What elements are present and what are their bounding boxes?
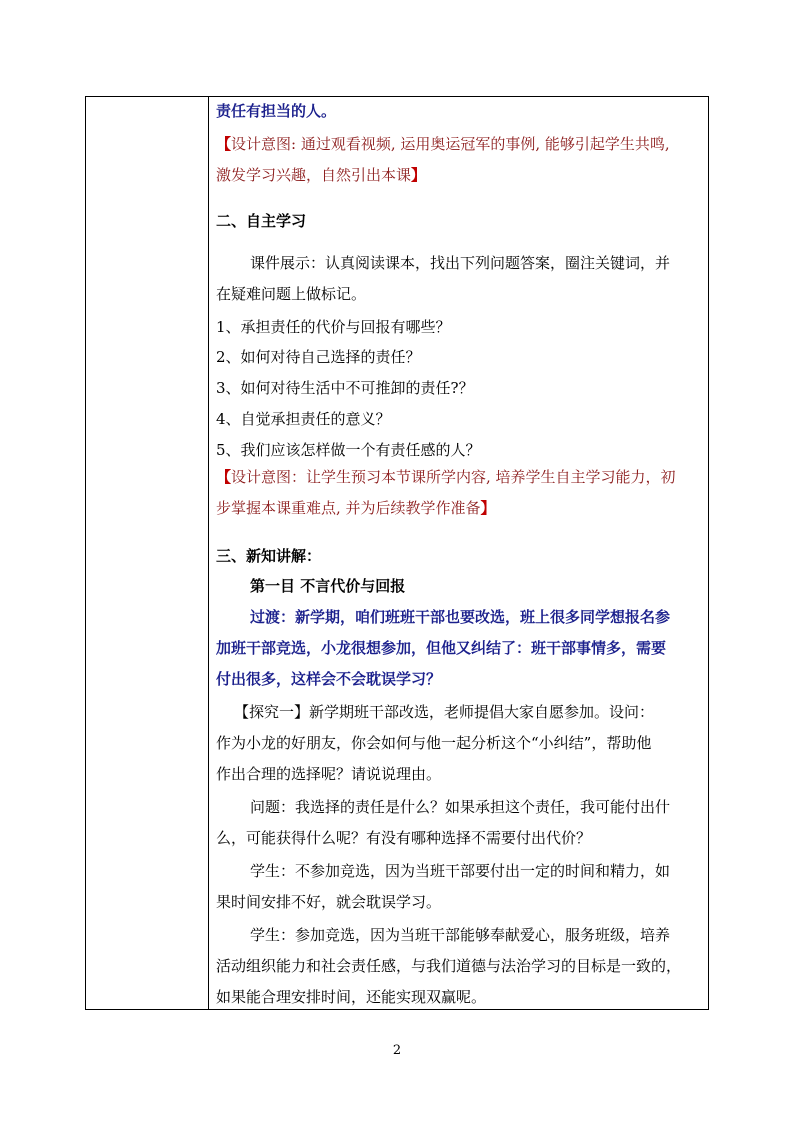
- section-title-new-knowledge: 三、新知讲解：: [216, 547, 322, 565]
- courseware-line-b: 在疑难问题上做标记。: [216, 285, 367, 303]
- explore-line-3: 作出合理的选择呢？请说说理由。: [216, 765, 442, 783]
- explore-line-1: 【探究一】新学期班干部改选，老师提倡大家自愿参加。设问：: [234, 703, 655, 721]
- question-1: 1、承担责任的代价与回报有哪些？: [216, 318, 451, 336]
- bracket-close: 】: [411, 166, 427, 184]
- student-answer-2-line-3: 如果能合理安排时间，还能实现双赢呢。: [216, 988, 487, 1006]
- student-answer-2-line-2: 活动组织能力和社会责任感，与我们道德与法治学习的目标是一致的，: [216, 957, 682, 975]
- design-intent-2b-text: 步掌握本课重难点, 并为后续教学作准备: [216, 499, 481, 517]
- question-4: 4、自觉承担责任的意义？: [216, 410, 391, 428]
- question-line-2: 么，可能获得什么呢？有没有哪种选择不需要付出代价？: [216, 829, 592, 847]
- student-answer-2-line-1: 学生：参加竞选，因为当班干部能够奉献爱心，服务班级，培养: [250, 926, 671, 944]
- transition-line-1: 过渡：新学期，咱们班班干部也要改选，班上很多同学想报名参: [250, 608, 671, 626]
- bracket-close-2: 】: [480, 499, 496, 517]
- lesson-plan-table: [85, 96, 709, 1010]
- line-intro-end: 责任有担当的人。: [216, 102, 337, 120]
- bracket-open-2: 【: [216, 468, 232, 486]
- design-intent-2: [216, 467, 676, 487]
- design-intent-text-b: 激发学习兴趣，自然引出本课: [216, 166, 412, 184]
- design-intent-2-text: 设计意图：让学生预习本节课所学内容, 培养学生自主学习能力，初: [231, 468, 676, 486]
- column-divider: [208, 97, 209, 1009]
- section-title-self-study: 二、自主学习: [216, 212, 307, 230]
- question-3: 3、如何对待生活中不可推卸的责任?？: [216, 379, 474, 397]
- design-intent-1: [216, 134, 670, 154]
- design-intent-text: 设计意图: 通过观看视频, 运用奥运冠军的事例, 能够引起学生共鸣,: [231, 135, 670, 153]
- courseware-line: 课件展示：认真阅读课本，找出下列问题答案，圈注关键词，并: [250, 254, 671, 272]
- design-intent-2b: [216, 498, 496, 518]
- subsection-title: 第一目 不言代价与回报: [250, 577, 406, 595]
- question-2: 2、如何对待自己选择的责任？: [216, 348, 421, 366]
- transition-line-2: 加班干部竞选，小龙很想参加，但他又纠结了：班干部事情多，需要: [216, 639, 667, 657]
- explore-line-2: 作为小龙的好朋友，你会如何与他一起分析这个“小纠结”，帮助他: [216, 734, 652, 752]
- student-answer-1-line-2: 果时间安排不好，就会耽误学习。: [216, 893, 442, 911]
- transition-line-3: 付出很多，这样会不会耽误学习？: [216, 670, 442, 688]
- page-number: 2: [392, 1043, 402, 1058]
- bracket-open: 【: [216, 135, 232, 153]
- student-answer-1-line-1: 学生：不参加竞选，因为当班干部要付出一定的时间和精力，如: [250, 862, 671, 880]
- question-5: 5、我们应该怎样做一个有责任感的人？: [216, 441, 481, 459]
- design-intent-1b: [216, 165, 426, 185]
- question-line-1: 问题：我选择的责任是什么？如果承担这个责任，我可能付出什: [250, 798, 671, 816]
